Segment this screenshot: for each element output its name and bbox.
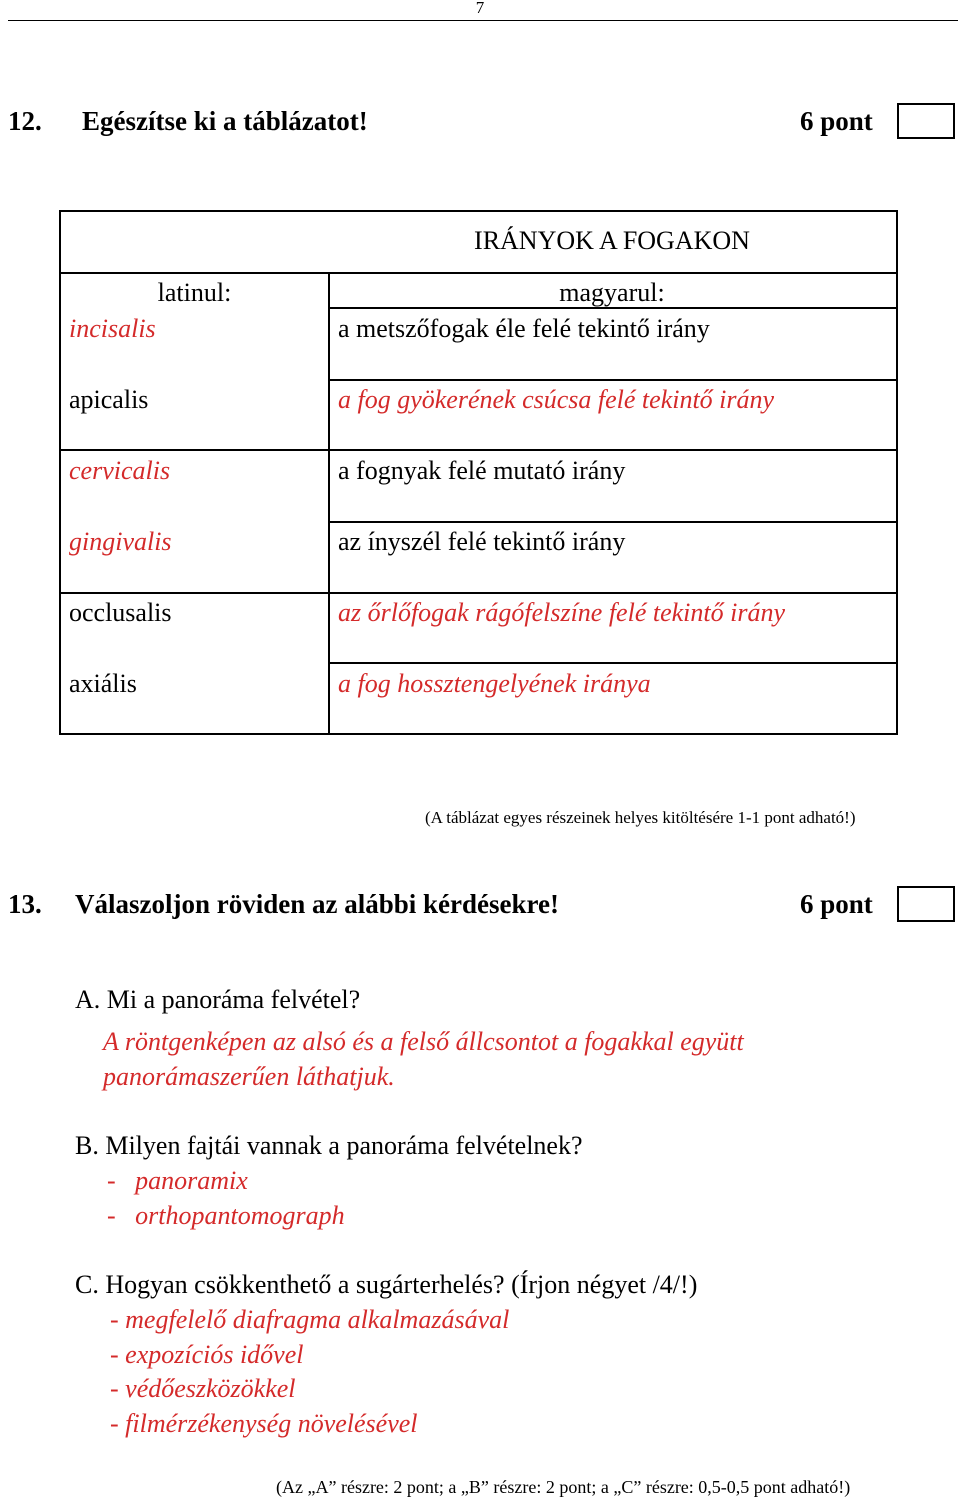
q13-scoring-note: (Az „A” részre: 2 pont; a „B” részre: 2 pont; a „C” részre: 0,5-0,5 pont adható!) [276,1477,851,1497]
q13-number: 13. [8,889,42,919]
hungarian-cell: az ínyszél felé tekintő irány [338,527,626,556]
latin-cell: occlusalis [69,598,172,627]
q12-title: Egészítse ki a táblázatot! [82,106,368,136]
q12-scoring-note: (A táblázat egyes részeinek helyes kitöltésére 1-1 pont adható!) [425,808,856,827]
answer-b-item: - panoramix [107,1166,248,1195]
answer-a-line1: A röntgenképen az alsó és a felső állcsontot a fogakkal együtt [103,1027,744,1056]
column-header-latin: latinul: [157,278,232,307]
q13-score-box[interactable] [897,886,955,922]
q13-points: 6 pont [800,889,873,919]
q12-number: 12. [8,106,42,136]
hungarian-cell: a metszőfogak éle felé tekintő irány [338,314,710,343]
header-rule [8,20,958,21]
latin-cell: incisalis [69,314,156,343]
q13-title: Válaszoljon röviden az alábbi kérdésekre! [75,889,559,919]
page-number: 7 [475,0,485,17]
question-b: B. Milyen fajtái vannak a panoráma felvételnek? [75,1131,583,1160]
q12-points: 6 pont [800,106,873,136]
answer-a-line2: panorámaszerűen láthatjuk. [103,1062,395,1091]
hungarian-cell: az őrlőfogak rágófelszíne felé tekintő irány [338,598,785,627]
answer-c-item: - filmérzékenység növelésével [110,1409,418,1438]
hungarian-cell: a fog hossztengelyének iránya [338,669,651,698]
question-c: C. Hogyan csökkenthető a sugárterhelés? (Írjon négyet /4/!) [75,1270,698,1299]
answer-b-item: - orthopantomograph [107,1201,345,1230]
answer-c-item: - védőeszközökkel [110,1374,296,1403]
latin-cell: gingivalis [69,527,172,556]
hungarian-cell: a fog gyökerének csúcsa felé tekintő irány [338,385,775,414]
latin-cell: apicalis [69,385,149,414]
answer-c-item: - megfelelő diafragma alkalmazásával [110,1305,510,1334]
table-title: IRÁNYOK A FOGAKON [474,226,750,255]
directions-table [59,210,898,735]
latin-cell: axiális [69,669,137,698]
column-header-hungarian: magyarul: [559,278,665,307]
hungarian-cell: a fognyak felé mutató irány [338,456,626,485]
latin-cell: cervicalis [69,456,171,485]
question-a: A. Mi a panoráma felvétel? [75,985,361,1014]
answer-c-item: - expozíciós idővel [110,1340,304,1369]
q12-score-box[interactable] [897,103,955,139]
